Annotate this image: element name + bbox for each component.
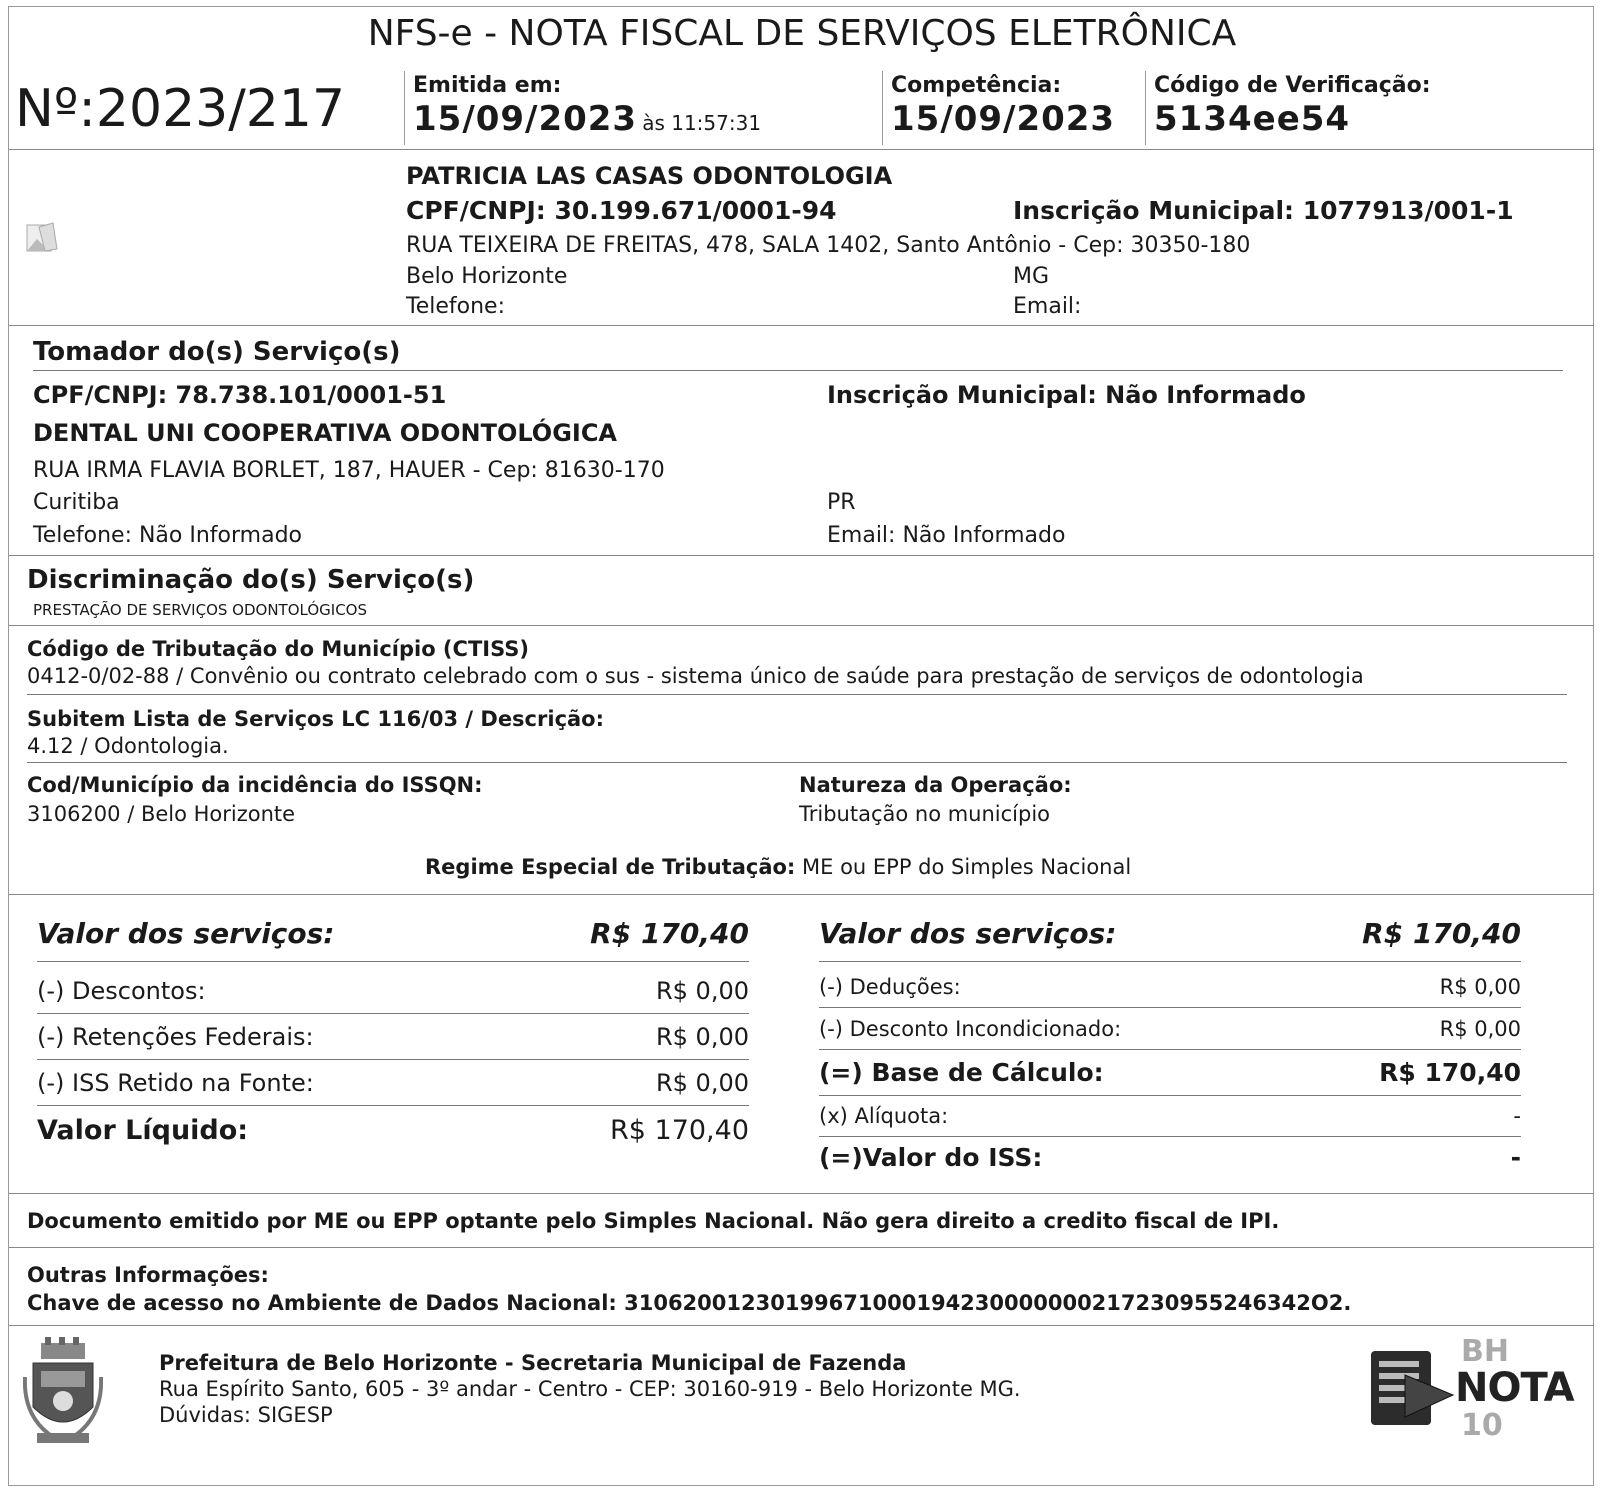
descontos-label: (-) Descontos: bbox=[37, 977, 206, 1005]
footer-address: Rua Espírito Santo, 605 - 3º andar - Centro - CEP: 30160-919 - Belo Horizonte MG. bbox=[159, 1377, 1021, 1401]
divider bbox=[404, 71, 405, 145]
prestador-city: Belo Horizonte bbox=[406, 264, 568, 289]
iss-retido-value: R$ 0,00 bbox=[655, 1069, 749, 1097]
right-valor-servicos-value: R$ 170,40 bbox=[1362, 917, 1521, 950]
underline bbox=[33, 370, 1563, 371]
underline bbox=[819, 1049, 1521, 1050]
divider bbox=[882, 71, 883, 145]
tomador-heading: Tomador do(s) Serviço(s) bbox=[33, 337, 401, 367]
tomador-email: Email: Não Informado bbox=[827, 523, 1066, 548]
base-calculo-label: (=) Base de Cálculo: bbox=[819, 1058, 1104, 1087]
outras-informacoes-label: Outras Informações: bbox=[27, 1263, 269, 1287]
prestador-name: PATRICIA LAS CASAS ODONTOLOGIA bbox=[406, 162, 893, 190]
footer-org: Prefeitura de Belo Horizonte - Secretaria Municipal de Fazenda bbox=[159, 1351, 907, 1375]
simples-nacional-note: Documento emitido por ME ou EPP optante pelo Simples Nacional. Não gera direito a credito fiscal de IPI. bbox=[27, 1209, 1280, 1233]
logo-10-text: 10 bbox=[1461, 1408, 1503, 1443]
discriminacao-heading: Discriminação do(s) Serviço(s) bbox=[27, 565, 475, 595]
ctiss-label: Código de Tributação do Município (CTISS) bbox=[27, 637, 529, 661]
desconto-incondicionado-label: (-) Desconto Incondicionado: bbox=[819, 1017, 1122, 1041]
emitida-label: Emitida em: bbox=[413, 73, 562, 98]
tomador-state: PR bbox=[827, 490, 856, 515]
logo-nota-text: NOTA bbox=[1455, 1365, 1574, 1411]
emitida-time: às 11:57:31 bbox=[642, 111, 762, 135]
bh-nota-10-logo bbox=[1365, 1334, 1574, 1457]
separator bbox=[9, 1247, 1593, 1248]
codigo-verificacao-label: Código de Verificação: bbox=[1154, 73, 1431, 98]
incidencia-value: 3106200 / Belo Horizonte bbox=[27, 802, 296, 826]
discriminacao-text: PRESTAÇÃO DE SERVIÇOS ODONTOLÓGICOS bbox=[33, 601, 367, 619]
regime-value: ME ou EPP do Simples Nacional bbox=[802, 855, 1132, 879]
prestador-address: RUA TEIXEIRA DE FREITAS, 478, SALA 1402, Santo Antônio - Cep: 30350-180 bbox=[406, 233, 1251, 258]
broken-image-icon bbox=[23, 219, 63, 259]
underline bbox=[819, 1095, 1521, 1096]
codigo-verificacao-value: 5134ee54 bbox=[1154, 99, 1351, 139]
document-icon bbox=[1365, 1345, 1455, 1435]
prestador-state: MG bbox=[1013, 264, 1050, 289]
underline bbox=[27, 762, 1567, 763]
natureza-value: Tributação no município bbox=[799, 802, 1051, 826]
footer-duvidas: Dúvidas: SIGESP bbox=[159, 1403, 333, 1427]
tomador-telefone: Telefone: Não Informado bbox=[33, 523, 302, 548]
separator bbox=[9, 625, 1593, 626]
underline bbox=[819, 1136, 1521, 1137]
separator bbox=[9, 149, 1593, 150]
iss-retido-label: (-) ISS Retido na Fonte: bbox=[37, 1069, 314, 1097]
base-calculo-value: R$ 170,40 bbox=[1379, 1058, 1521, 1087]
incidencia-label: Cod/Município da incidência do ISSQN: bbox=[27, 773, 483, 797]
separator bbox=[9, 325, 1593, 326]
prestador-email: Email: bbox=[1013, 294, 1082, 319]
underline bbox=[819, 961, 1521, 962]
underline bbox=[819, 1007, 1521, 1008]
valor-iss-label: (=)Valor do ISS: bbox=[819, 1143, 1043, 1172]
emitida-date: 15/09/2023 bbox=[413, 99, 638, 139]
nfse-document bbox=[8, 6, 1594, 1486]
right-valor-servicos-label: Valor dos serviços: bbox=[819, 917, 1117, 950]
tomador-cnpj: CPF/CNPJ: 78.738.101/0001-51 bbox=[33, 381, 447, 409]
document-title: NFS-e - NOTA FISCAL DE SERVIÇOS ELETRÔNICA bbox=[367, 13, 1237, 54]
valor-liquido-label: Valor Líquido: bbox=[37, 1115, 249, 1146]
prestador-cnpj: CPF/CNPJ: 30.199.671/0001-94 bbox=[406, 196, 837, 225]
left-valor-servicos-value: R$ 170,40 bbox=[590, 917, 749, 950]
aliquota-value: - bbox=[1513, 1104, 1521, 1128]
tomador-address: RUA IRMA FLAVIA BORLET, 187, HAUER - Cep: 81630-170 bbox=[33, 458, 665, 483]
separator bbox=[9, 1193, 1593, 1194]
underline bbox=[27, 694, 1567, 695]
underline bbox=[37, 1059, 749, 1060]
prestador-telefone: Telefone: bbox=[406, 294, 505, 319]
ctiss-value: 0412-0/02-88 / Convênio ou contrato celebrado com o sus - sistema único de saúde para prestação de serviços de odontologia bbox=[27, 664, 1364, 688]
tomador-name: DENTAL UNI COOPERATIVA ODONTOLÓGICA bbox=[33, 419, 618, 447]
emitida-value bbox=[413, 99, 761, 139]
chave-acesso: Chave de acesso no Ambiente de Dados Nacional: 31062001230199671000194230000000217230955246342O2. bbox=[27, 1291, 1352, 1315]
deducoes-label: (-) Deduções: bbox=[819, 975, 961, 999]
retencoes-value: R$ 0,00 bbox=[655, 1023, 749, 1051]
competencia-label: Competência: bbox=[891, 73, 1062, 98]
logo-bh-text: BH bbox=[1461, 1334, 1509, 1369]
aliquota-label: (x) Alíquota: bbox=[819, 1104, 949, 1128]
deducoes-value: R$ 0,00 bbox=[1439, 975, 1521, 999]
separator bbox=[9, 555, 1593, 556]
prestador-inscricao: Inscrição Municipal: 1077913/001-1 bbox=[1013, 196, 1514, 225]
coat-of-arms-icon bbox=[23, 1337, 103, 1447]
tomador-inscricao: Inscrição Municipal: Não Informado bbox=[827, 381, 1306, 409]
competencia-value: 15/09/2023 bbox=[891, 99, 1116, 139]
regime-label: Regime Especial de Tributação: bbox=[425, 855, 796, 879]
left-valor-servicos-label: Valor dos serviços: bbox=[37, 917, 335, 950]
tomador-city: Curitiba bbox=[33, 490, 120, 515]
valor-iss-value: - bbox=[1510, 1143, 1521, 1172]
natureza-label: Natureza da Operação: bbox=[799, 773, 1072, 797]
regime-row bbox=[425, 855, 1131, 879]
divider bbox=[1145, 71, 1146, 145]
retencoes-label: (-) Retenções Federais: bbox=[37, 1023, 314, 1051]
subitem-value: 4.12 / Odontologia. bbox=[27, 734, 229, 758]
underline bbox=[37, 961, 749, 962]
subitem-label: Subitem Lista de Serviços LC 116/03 / Descrição: bbox=[27, 707, 605, 731]
valor-liquido-value: R$ 170,40 bbox=[610, 1115, 749, 1146]
invoice-number: Nº:2023/217 bbox=[15, 79, 346, 139]
descontos-value: R$ 0,00 bbox=[655, 977, 749, 1005]
underline bbox=[37, 1013, 749, 1014]
desconto-incondicionado-value: R$ 0,00 bbox=[1439, 1017, 1521, 1041]
underline bbox=[37, 1105, 749, 1106]
separator bbox=[9, 1325, 1593, 1326]
separator bbox=[9, 894, 1593, 895]
